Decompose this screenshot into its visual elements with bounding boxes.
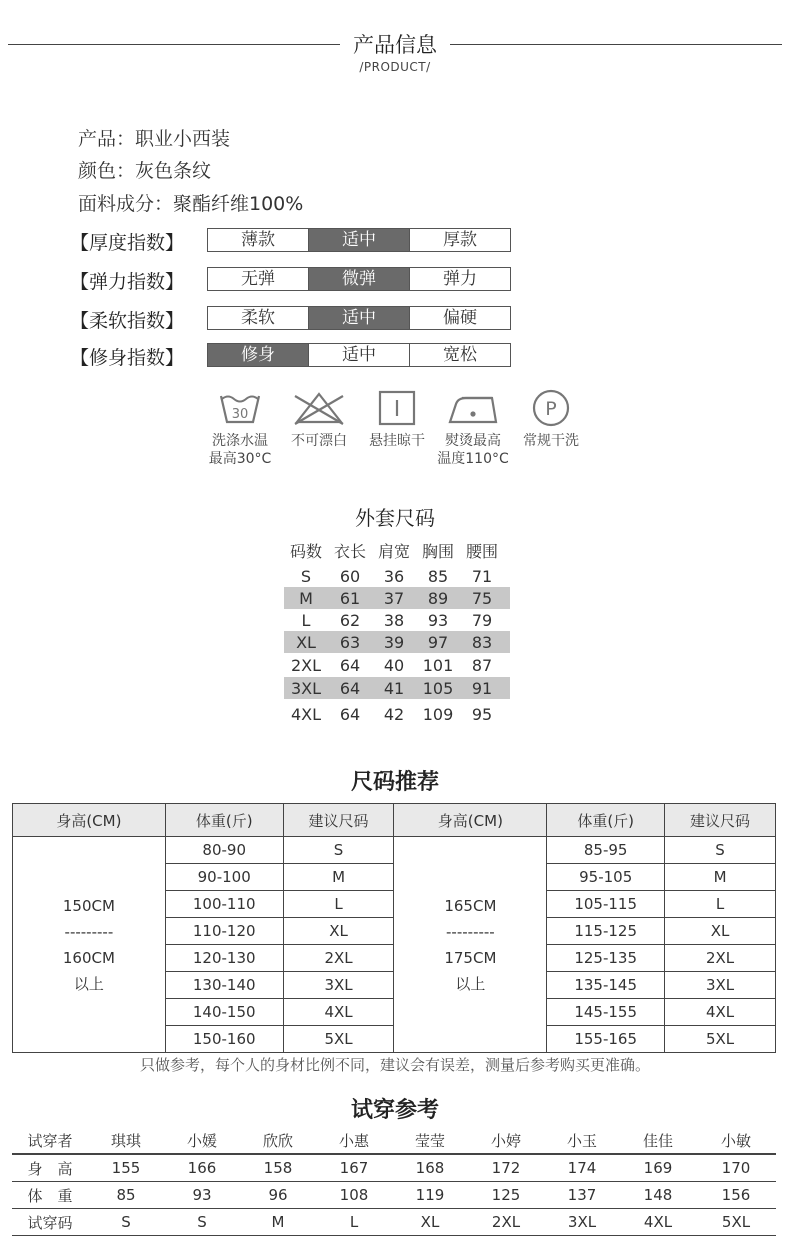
table-cell: L	[301, 610, 311, 630]
table-row	[284, 653, 510, 677]
section-title-product-info: 产品信息	[353, 33, 437, 57]
thickness-index-label: 【厚度指数】	[70, 232, 185, 254]
table-row	[284, 587, 510, 609]
table-cell: 60	[339, 566, 361, 586]
table-cell: 83	[471, 632, 493, 652]
table-cell: 2XL	[665, 945, 776, 972]
table-cell: 87	[471, 655, 493, 675]
table-cell: XL	[283, 918, 394, 945]
table-cell: 欣欣	[262, 1131, 293, 1150]
care-item-no-bleach	[284, 388, 354, 450]
dry-clean-icon	[529, 388, 573, 428]
jacket-size-title: 外套尺码	[355, 506, 435, 530]
table-header-row	[284, 537, 510, 563]
table-cell: 105	[422, 678, 454, 698]
index-option: 薄款	[208, 229, 309, 251]
index-option-selected: 适中	[309, 229, 410, 251]
table-cell: S	[665, 837, 776, 864]
table-cell: 3XL	[567, 1213, 597, 1231]
table-row	[12, 1127, 776, 1154]
size-recommend-table	[12, 803, 776, 1053]
table-cell: 156	[721, 1186, 751, 1204]
table-cell: 174	[567, 1159, 597, 1177]
size-recommend-title: 尺码推荐	[350, 770, 439, 795]
table-cell: 40	[383, 655, 405, 675]
care-text: 不可漂白	[291, 433, 347, 449]
table-cell: 145-155	[547, 999, 665, 1026]
table-cell: 158	[263, 1159, 293, 1177]
index-option: 适中	[309, 344, 410, 366]
table-cell: 4XL	[643, 1213, 673, 1231]
table-cell: 62	[339, 610, 361, 630]
table-row	[284, 631, 510, 653]
table-cell: 100-110	[165, 891, 283, 918]
table-cell: 3XL	[283, 972, 394, 999]
product-color: 颜色：灰色条纹	[78, 160, 212, 182]
table-header-cell: 胸围	[421, 541, 454, 561]
table-cell: S	[300, 566, 312, 586]
table-cell: 2XL	[290, 655, 322, 675]
table-cell: XL	[296, 632, 316, 652]
care-item-hang-dry	[362, 388, 432, 450]
table-cell: 64	[339, 655, 361, 675]
index-option: 弹力	[443, 269, 477, 289]
table-cell: 119	[415, 1186, 445, 1204]
table-cell: 89	[427, 588, 449, 608]
table-cell: 试穿者	[27, 1131, 73, 1150]
care-item-dry-clean	[516, 388, 586, 450]
care-text: 悬挂晾干	[369, 433, 425, 449]
table-cell: 42	[383, 704, 405, 724]
product-name: 产品：职业小西装	[78, 128, 231, 150]
wash-temp-number: 30	[231, 407, 249, 422]
height-text: 以上	[73, 974, 104, 993]
table-cell: 93	[192, 1186, 212, 1204]
table-cell: 小敏	[720, 1131, 751, 1150]
table-cell: 155-165	[547, 1026, 665, 1053]
table-cell: 小玉	[566, 1131, 597, 1150]
table-cell: XL	[420, 1213, 440, 1231]
table-cell: 36	[383, 566, 405, 586]
try-on-table	[12, 1127, 776, 1236]
table-row	[12, 1154, 776, 1182]
table-cell: 96	[268, 1186, 288, 1204]
fit-index-scale	[207, 343, 511, 367]
table-cell: 95-105	[547, 864, 665, 891]
table-cell: 80-90	[165, 837, 283, 864]
table-cell: 小婷	[490, 1131, 521, 1150]
size-note: 只做参考，每个人的身材比例不同，建议会有误差，测量后参考购买更准确。	[139, 1056, 650, 1074]
care-text: 温度110°C	[437, 451, 509, 467]
height-separator: ---------	[446, 922, 495, 941]
table-cell: 38	[383, 610, 405, 630]
table-cell: 85-95	[547, 837, 665, 864]
table-cell: 85	[427, 566, 449, 586]
table-row	[284, 677, 510, 699]
index-option-selected: 修身	[208, 344, 309, 366]
product-fabric: 面料成分：聚酯纤维100%	[78, 193, 304, 215]
care-item-wash	[205, 388, 275, 468]
try-on-title: 试穿参考	[350, 1098, 439, 1123]
table-header-cell: 肩宽	[377, 541, 410, 561]
table-cell: 125	[491, 1186, 521, 1204]
table-cell: 试穿码	[27, 1213, 73, 1232]
height-text: 165CM	[444, 896, 497, 915]
table-cell: 115-125	[547, 918, 665, 945]
table-cell: 75	[471, 588, 493, 608]
table-header-cell: 体重(斤)	[165, 804, 283, 837]
table-cell: 2XL	[283, 945, 394, 972]
index-option: 偏硬	[443, 308, 477, 328]
table-header-cell: 身高(CM)	[394, 804, 547, 837]
table-cell: 64	[339, 704, 361, 724]
table-cell: L	[283, 891, 394, 918]
index-option: 无弹	[208, 268, 309, 290]
table-cell: L	[349, 1213, 359, 1231]
table-cell: 125-135	[547, 945, 665, 972]
table-cell: 150-160	[165, 1026, 283, 1053]
care-text: 最高30°C	[208, 451, 272, 467]
fit-index-label: 【修身指数】	[70, 347, 185, 369]
table-cell: 61	[339, 588, 361, 608]
table-cell: 身 高	[27, 1159, 73, 1178]
table-cell: S	[197, 1213, 207, 1231]
elasticity-index-label: 【弹力指数】	[70, 271, 185, 293]
table-cell: 155	[111, 1159, 141, 1177]
table-cell: 3XL	[290, 678, 322, 698]
table-header-cell: 体重(斤)	[547, 804, 665, 837]
height-range-right	[394, 837, 547, 1053]
table-cell: 79	[471, 610, 493, 630]
height-text: 175CM	[444, 948, 497, 967]
table-header-cell: 建议尺码	[665, 804, 776, 837]
table-cell: 90-100	[165, 864, 283, 891]
table-row	[12, 1209, 776, 1236]
table-cell: L	[665, 891, 776, 918]
table-cell: 93	[427, 610, 449, 630]
table-cell: 体 重	[27, 1186, 73, 1205]
table-cell: 169	[643, 1159, 673, 1177]
table-cell: 137	[567, 1186, 597, 1204]
table-cell: 101	[422, 655, 454, 675]
height-separator: ---------	[64, 922, 114, 941]
table-cell: 95	[471, 704, 493, 724]
hang-dry-icon	[375, 388, 419, 428]
height-text: 150CM	[62, 896, 115, 915]
softness-index-scale	[207, 306, 511, 330]
care-text: 常规干洗	[523, 433, 579, 449]
table-cell: 小媛	[186, 1131, 217, 1150]
table-cell: 莹莹	[414, 1131, 445, 1150]
table-cell: 140-150	[165, 999, 283, 1026]
table-cell: M	[299, 588, 313, 608]
table-header-cell: 身高(CM)	[13, 804, 166, 837]
index-option: 柔软	[208, 307, 309, 329]
index-option-selected: 微弹	[309, 268, 410, 290]
table-cell: 3XL	[665, 972, 776, 999]
table-header-cell: 建议尺码	[283, 804, 394, 837]
table-header-cell: 码数	[289, 541, 322, 561]
table-cell: 佳佳	[642, 1131, 673, 1150]
table-row	[12, 1182, 776, 1209]
height-range-left	[13, 837, 166, 1053]
table-row	[284, 565, 510, 587]
table-row	[284, 609, 510, 631]
table-cell: 110-120	[165, 918, 283, 945]
table-cell: 39	[383, 632, 405, 652]
table-cell: 135-145	[547, 972, 665, 999]
table-cell: 63	[339, 632, 361, 652]
table-cell: 120-130	[165, 945, 283, 972]
table-row	[284, 699, 510, 729]
table-cell: 2XL	[491, 1213, 521, 1231]
table-cell: S	[121, 1213, 131, 1231]
table-cell: 41	[383, 678, 405, 698]
care-text: 洗涤水温	[212, 433, 268, 449]
table-cell: 4XL	[283, 999, 394, 1026]
table-cell: 167	[339, 1159, 369, 1177]
table-cell: 小惠	[338, 1131, 369, 1150]
table-cell: 4XL	[665, 999, 776, 1026]
softness-index-label: 【柔软指数】	[70, 310, 185, 332]
table-cell: 166	[187, 1159, 217, 1177]
table-cell: 130-140	[165, 972, 283, 999]
table-cell: 5XL	[283, 1026, 394, 1053]
index-option: 宽松	[443, 345, 477, 365]
table-cell: 109	[422, 704, 454, 724]
table-cell: 168	[415, 1159, 445, 1177]
table-cell: M	[271, 1213, 285, 1231]
no-bleach-icon	[289, 388, 349, 428]
table-cell: 64	[339, 678, 361, 698]
care-text: 熨烫最高	[445, 433, 501, 449]
table-cell: 172	[491, 1159, 521, 1177]
index-option: 厚款	[443, 230, 477, 250]
table-header-cell: 衣长	[333, 541, 366, 561]
elasticity-index-scale	[207, 267, 511, 291]
section-subtitle: /PRODUCT/	[359, 60, 431, 74]
table-row	[13, 837, 776, 864]
dry-clean-letter: P	[545, 398, 557, 420]
iron-icon	[440, 388, 506, 428]
thickness-index-scale	[207, 228, 511, 252]
table-cell: XL	[665, 918, 776, 945]
table-cell: 91	[471, 678, 493, 698]
care-item-iron	[435, 388, 511, 468]
table-header-row	[13, 804, 776, 837]
index-option-selected: 适中	[309, 307, 410, 329]
table-cell: 4XL	[290, 704, 322, 724]
table-cell: 85	[116, 1186, 136, 1204]
table-cell: 148	[643, 1186, 673, 1204]
table-cell: 5XL	[665, 1026, 776, 1053]
table-cell: 37	[383, 588, 405, 608]
table-cell: 108	[339, 1186, 369, 1204]
table-cell: 71	[471, 566, 493, 586]
table-cell: M	[665, 864, 776, 891]
table-header-cell: 腰围	[465, 541, 498, 561]
table-cell: 5XL	[721, 1213, 751, 1231]
wash-30-icon	[215, 388, 265, 428]
jacket-size-table	[284, 537, 510, 729]
table-cell: S	[283, 837, 394, 864]
table-cell: 琪琪	[110, 1131, 141, 1150]
height-text: 以上	[455, 974, 486, 993]
table-cell: 170	[721, 1159, 751, 1177]
height-text: 160CM	[62, 948, 115, 967]
table-cell: M	[283, 864, 394, 891]
table-cell: 97	[427, 632, 449, 652]
table-cell: 105-115	[547, 891, 665, 918]
